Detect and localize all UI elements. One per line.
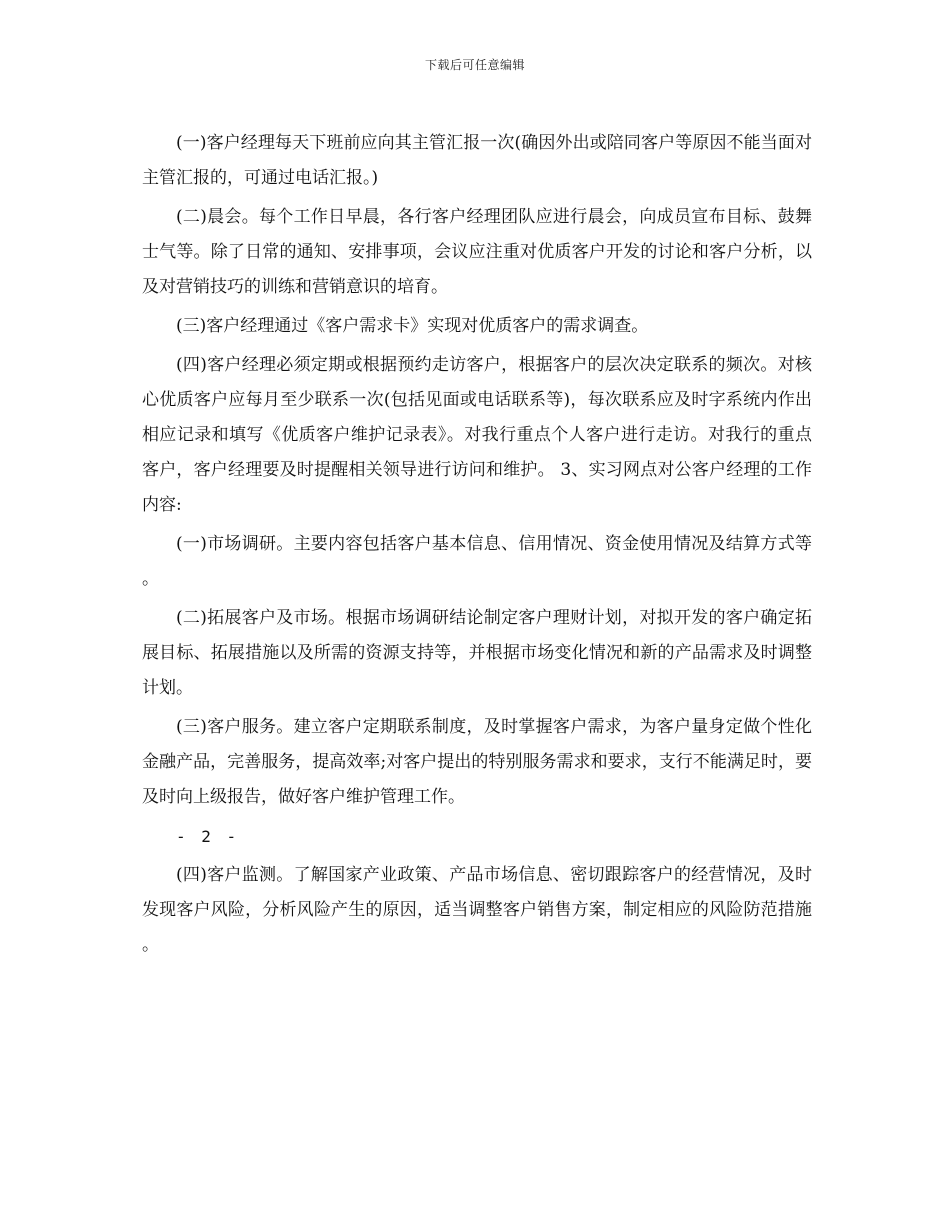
paragraph-8: (四)客户监测。了解国家产业政策、产品市场信息、密切跟踪客户的经营情况，及时发现客户风险，分析风险产生的原因，适当调整客户销售方案，制定相应的风险防范措施。 bbox=[142, 865, 812, 955]
paragraph-6: (二)拓展客户及市场。根据市场调研结论制定客户理财计划，对拟开发的客户确定拓展目标、拓展措施以及所需的资源支持等，并根据市场变化情况和新的产品需求及时调整计划。 bbox=[142, 608, 812, 698]
paragraph-1: (一)客户经理每天下班前应向其主管汇报一次(确因外出或陪同客户等原因不能当面对主管汇报的，可通过电话汇报。) bbox=[142, 133, 812, 188]
paragraph-4: (四)客户经理必须定期或根据预约走访客户，根据客户的层次决定联系的频次。对核心优质客户应每月至少联系一次(包括见面或电话联系等)，每次联系应及时字系统内作出相应记录和填写《优质客户维护记录表》。对我行重点个人客户进行走访。对我行的重点客户，客户经理要及时提醒相关领导进行访问和维护。 3、实习网点对公客户经理的工作内容: bbox=[142, 355, 812, 515]
document-body bbox=[142, 126, 812, 967]
page-number: - 2 - bbox=[176, 827, 240, 846]
page-header: 下载后可任意编辑 bbox=[424, 58, 525, 72]
paragraph-2: (二)晨会。每个工作日早晨，各行客户经理团队应进行晨会，向成员宣布目标、鼓舞士气等。除了日常的通知、安排事项，会议应注重对优质客户开发的讨论和客户分析，以及对营销技巧的训练和营销意识的培育。 bbox=[142, 207, 812, 297]
paragraph-5: (一)市场调研。主要内容包括客户基本信息、信用情况、资金使用情况及结算方式等。 bbox=[142, 534, 812, 589]
paragraph-7: (三)客户服务。建立客户定期联系制度，及时掌握客户需求，为客户量身定做个性化金融产品，完善服务，提高效率;对客户提出的特别服务需求和要求，支行不能满足时，要及时向上级报告，做好客户维护管理工作。 bbox=[142, 717, 812, 807]
paragraph-3: (三)客户经理通过《客户需求卡》实现对优质客户的需求调查。 bbox=[176, 316, 649, 336]
